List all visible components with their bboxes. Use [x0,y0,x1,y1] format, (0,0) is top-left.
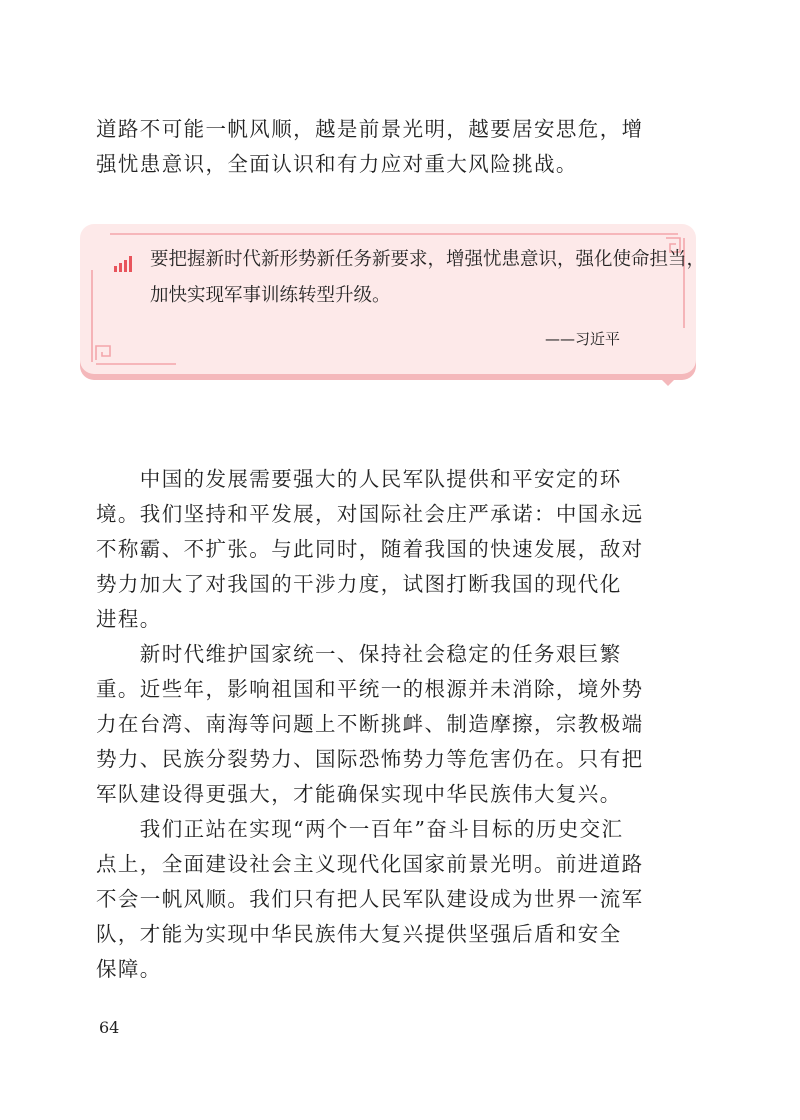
quote-attribution: ——习近平 [544,330,620,348]
body-line: 保障。 [96,957,162,981]
body-line: 重。近些年，影响祖国和平统一的根源并未消除，境外势 [96,677,644,701]
intro-line-2: 强忧患意识，全面认识和有力应对重大风险挑战。 [96,152,578,176]
body-line: 进程。 [96,607,162,631]
body-line: 境。我们坚持和平发展，对国际社会庄严承诺：中国永远 [96,502,644,526]
body-line: 新时代维护国家统一、保持社会稳定的任务艰巨繁 [96,642,622,666]
quote-text [150,242,705,314]
signal-bars-icon [114,254,136,272]
body-line: 队，才能为实现中华民族伟大复兴提供坚强后盾和安全 [96,922,622,946]
body-text [96,462,644,987]
intro-line-1: 道路不可能一帆风顺，越是前景光明，越要居安思危，增 [96,117,644,141]
quote-line-1: 要把握新时代新形势新任务新要求，增强忧患意识，强化使命担当， [150,249,706,270]
body-line: 不称霸、不扩张。与此同时，随着我国的快速发展，敌对 [96,537,644,561]
intro-paragraph [96,112,644,182]
body-line: 点上，全面建设社会主义现代化国家前景光明。前进道路 [96,852,644,876]
quote-line-2: 加快实现军事训练转型升级。 [150,285,391,306]
quote-box [80,224,706,386]
body-line: 军队建设得更强大，才能确保实现中华民族伟大复兴。 [96,782,622,806]
body-line: 力在台湾、南海等问题上不断挑衅、制造摩擦，宗教极端 [96,712,644,736]
body-line: 势力加大了对我国的干涉力度，试图打断我国的现代化 [96,572,622,596]
body-line: 不会一帆风顺。我们只有把人民军队建设成为世界一流军 [96,887,644,911]
body-line: 中国的发展需要强大的人民军队提供和平安定的环 [96,467,622,491]
page-number: 64 [99,1018,120,1037]
body-line: 我们正站在实现“两个一百年”奋斗目标的历史交汇 [96,817,624,841]
body-line: 势力、民族分裂势力、国际恐怖势力等危害仍在。只有把 [96,747,644,771]
